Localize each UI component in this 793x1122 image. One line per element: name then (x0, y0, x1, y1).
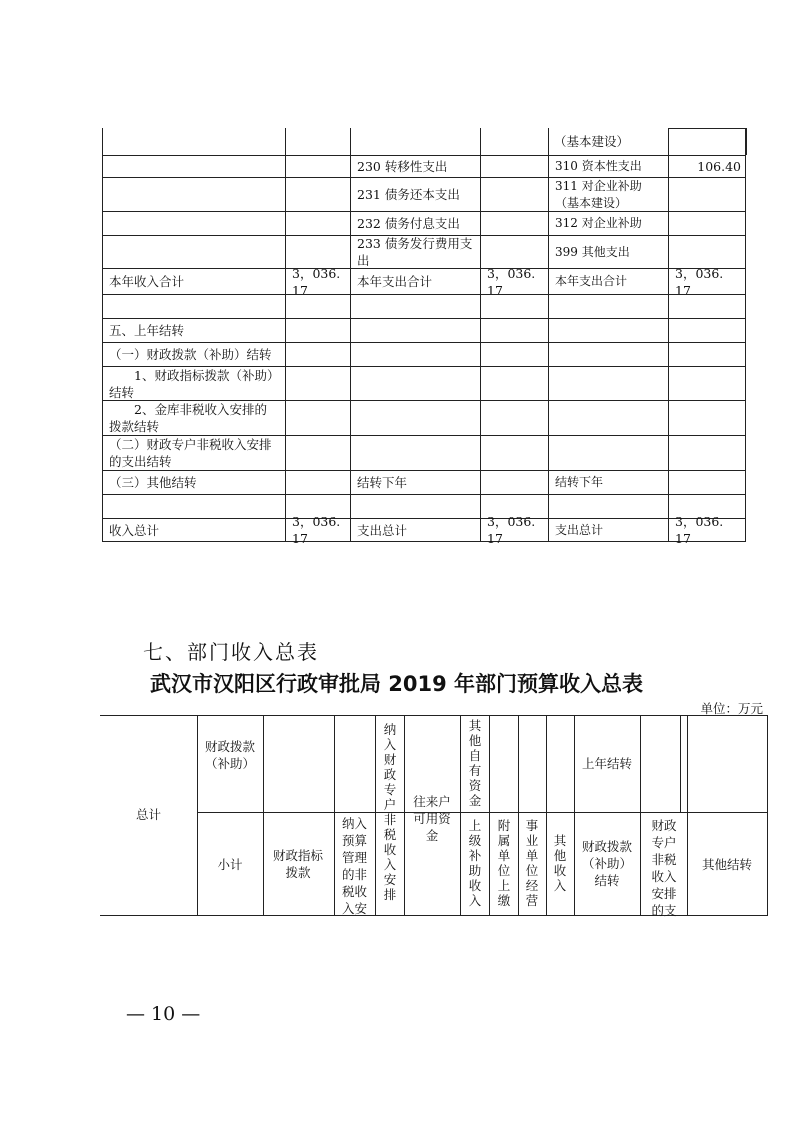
cell-text: 233 债务发行费用支出 (357, 236, 473, 268)
cell-text (286, 367, 350, 400)
table-cell (285, 318, 350, 342)
table-cell (350, 342, 480, 366)
cell-text (351, 401, 480, 435)
table-cell (548, 366, 668, 400)
table-cell (668, 514, 746, 546)
cell-text (286, 319, 350, 342)
table-cell (480, 265, 548, 298)
cell-text (286, 401, 350, 435)
header-business-operations: 事业单位经营 (525, 818, 539, 908)
cell-text: 3，036. 17 (487, 265, 536, 298)
cell-text (286, 212, 350, 235)
table-cell (548, 342, 668, 366)
cell-text (103, 236, 285, 268)
cell-text: 结转下年 (555, 475, 604, 489)
table-cell (480, 435, 548, 470)
cell-text (351, 295, 480, 318)
cell-text (669, 236, 745, 268)
cell-text (351, 343, 480, 366)
cell-text: 1、财政指标拨款（补助）结转 (109, 367, 274, 400)
cell-text (481, 401, 548, 435)
header-affiliated-units: 附属单位上缴 (497, 818, 511, 908)
header-carryover-other: 其他结转 (701, 857, 752, 872)
table-cell (285, 342, 350, 366)
cell-text: （三）其他结转 (109, 475, 197, 490)
cell-text (103, 212, 285, 235)
table-cell (480, 470, 548, 494)
cell-text: 结转下年 (357, 475, 408, 490)
table-cell (102, 235, 285, 268)
table-cell (548, 435, 668, 470)
table-cell (548, 494, 668, 518)
cell-text: 3，036. 17 (675, 265, 724, 298)
table-title: 武汉市汉阳区行政审批局 2019 年部门预算收入总表 (149, 672, 644, 696)
table-cell (350, 366, 480, 400)
table-cell (350, 294, 480, 318)
cell-text: 310 资本性支出 (555, 159, 642, 173)
table-cell (668, 177, 746, 211)
cell-text (669, 367, 745, 400)
cell-text: 3，036. 17 (292, 514, 341, 546)
cell-text (669, 178, 745, 211)
cell-text: （一）财政拨款（补助）结转 (109, 347, 272, 362)
table-cell (285, 435, 350, 470)
table-gridline (746, 128, 747, 155)
cell-text: 231 债务还本支出 (357, 187, 460, 202)
table-cell (480, 177, 548, 211)
cell-text (549, 401, 668, 435)
header-current-account: 往来户可用资金 (413, 794, 451, 843)
cell-text (103, 178, 285, 211)
header-total: 总计 (135, 807, 161, 822)
table-cell (668, 155, 746, 177)
cell-text (549, 367, 668, 400)
table-gridline (285, 128, 286, 155)
table-cell (548, 268, 668, 294)
table-cell (668, 366, 746, 400)
table-cell (668, 235, 746, 268)
table-cell (285, 294, 350, 318)
table-gridline (480, 128, 481, 155)
table-cell (480, 294, 548, 318)
table-cell (480, 235, 548, 268)
table-cell (102, 518, 285, 542)
table-gridline (350, 128, 351, 155)
cell-text: 本年支出合计 (555, 274, 628, 288)
cell-text (669, 343, 745, 366)
table-cell (480, 318, 548, 342)
header-other-own-funds: 其他自有资金 (468, 718, 482, 808)
table-cell (668, 470, 746, 494)
cell-text: 311 对企业补助（基本建设） (555, 178, 642, 210)
table-gridline (102, 128, 103, 155)
cell-text (669, 471, 745, 494)
header-budget-nontax: 纳入预算管理的非税收入安 (341, 816, 367, 916)
cell-text: 3，036. 17 (487, 514, 536, 546)
table-cell (668, 128, 746, 155)
table-cell (102, 155, 285, 177)
table-cell (548, 235, 668, 268)
table-cell (285, 211, 350, 235)
header-fiscal-appropriation: 财政拨款（补助） (204, 739, 255, 771)
cell-text (286, 295, 350, 318)
cell-text: 399 其他支出 (555, 244, 630, 259)
table-cell (668, 342, 746, 366)
cell-text: 230 转移性支出 (357, 159, 448, 174)
table-cell (480, 342, 548, 366)
cell-text (286, 436, 350, 470)
table-cell (285, 470, 350, 494)
header-carryover-special: 财政专户非税收入安排的支 (651, 818, 677, 918)
cell-text (481, 471, 548, 494)
table-cell (350, 400, 480, 435)
table-cell (668, 211, 746, 235)
header-special-nontax: 纳入财政专户非税收入安排 (383, 722, 397, 902)
cell-text: （二）财政专户非税收入安排的支出结转 (109, 437, 272, 469)
header-subtotal: 小计 (217, 857, 243, 872)
cell-text (103, 156, 285, 177)
table-cell (548, 518, 668, 542)
table-cell (668, 318, 746, 342)
cell-text (351, 436, 480, 470)
cell-text: （基本建设） (554, 134, 630, 149)
table-cell (102, 294, 285, 318)
header-carryover-fiscal: 财政拨款（补助）结转 (581, 839, 632, 888)
table-cell (350, 518, 480, 542)
table-cell (102, 470, 285, 494)
table-cell (102, 177, 285, 211)
table-cell (285, 514, 350, 546)
cell-text: 3，036. 17 (675, 514, 724, 546)
table-cell (102, 342, 285, 366)
table-cell (480, 155, 548, 177)
table-cell (480, 514, 548, 546)
table-cell (350, 155, 480, 177)
cell-text (103, 495, 285, 518)
table-cell (548, 294, 668, 318)
cell-text (549, 295, 668, 318)
header-other-income: 其他收入 (553, 833, 567, 893)
table-cell (668, 435, 746, 470)
table-cell (668, 400, 746, 435)
table-cell (285, 366, 350, 400)
cell-text: 106.40 (697, 159, 741, 174)
table-cell (350, 318, 480, 342)
cell-text (103, 295, 285, 318)
header-last-year-carryover: 上年结转 (581, 756, 632, 771)
table-cell (548, 177, 668, 211)
cell-text (549, 343, 668, 366)
cell-text: 五、上年结转 (109, 323, 185, 338)
table-cell (350, 268, 480, 294)
cell-text (669, 212, 745, 235)
table-cell (350, 177, 480, 211)
table-cell (548, 470, 668, 494)
cell-text: 312 对企业补助 (555, 216, 642, 230)
cell-text: 本年收入合计 (109, 274, 185, 289)
cell-text (481, 236, 548, 268)
table-cell (102, 211, 285, 235)
cell-text (481, 295, 548, 318)
cell-text (286, 471, 350, 494)
table-cell (548, 128, 668, 155)
header-index-appropriation: 财政指标拨款 (272, 848, 323, 880)
cell-text (669, 401, 745, 435)
cell-text (669, 319, 745, 342)
cell-text (286, 156, 350, 177)
cell-text (286, 236, 350, 268)
table-cell (480, 211, 548, 235)
cell-text (669, 295, 745, 318)
table-cell (548, 318, 668, 342)
table-cell (350, 470, 480, 494)
table-cell (350, 235, 480, 268)
cell-text: 收入总计 (109, 522, 160, 538)
cell-text (481, 367, 548, 400)
cell-text: 232 债务付息支出 (357, 216, 460, 231)
table-cell (285, 400, 350, 435)
table-cell (548, 400, 668, 435)
cell-text (351, 319, 480, 342)
cell-text (286, 343, 350, 366)
table-cell (285, 265, 350, 298)
cell-text (481, 343, 548, 366)
table-cell (548, 155, 668, 177)
table-cell (102, 400, 285, 435)
unit-label: 单位：万元 (700, 701, 763, 716)
table-cell (548, 211, 668, 235)
cell-text: 支出总计 (555, 522, 604, 537)
table-cell (668, 265, 746, 298)
table-cell (480, 400, 548, 435)
table-cell (350, 494, 480, 518)
cell-text (481, 178, 548, 211)
table-cell (102, 366, 285, 400)
cell-text (549, 319, 668, 342)
cell-text: 本年支出合计 (357, 274, 433, 289)
table-cell (102, 318, 285, 342)
table-cell (668, 294, 746, 318)
cell-text (351, 495, 480, 518)
cell-text (669, 436, 745, 470)
cell-text: 3，036. 17 (292, 265, 341, 298)
cell-text (481, 436, 548, 470)
cell-text (481, 156, 548, 177)
table-cell (102, 268, 285, 294)
cell-text: 支出总计 (357, 522, 408, 538)
header-upper-subsidy: 上级补助收入 (468, 818, 482, 908)
cell-text (481, 212, 548, 235)
table-cell (285, 155, 350, 177)
cell-text (481, 319, 548, 342)
table-cell (480, 366, 548, 400)
cell-text (286, 178, 350, 211)
table-cell (350, 211, 480, 235)
table-cell (102, 494, 285, 518)
table-cell (350, 435, 480, 470)
table-cell (102, 435, 285, 470)
section-heading: 七、部门收入总表 (143, 640, 319, 664)
table-cell (285, 235, 350, 268)
cell-text (351, 367, 480, 400)
cell-text (549, 436, 668, 470)
cell-text: 2、金库非税收入安排的拨款结转 (109, 402, 267, 434)
cell-text (549, 495, 668, 518)
table-cell (285, 177, 350, 211)
page-number: — 10 — (126, 1003, 201, 1025)
